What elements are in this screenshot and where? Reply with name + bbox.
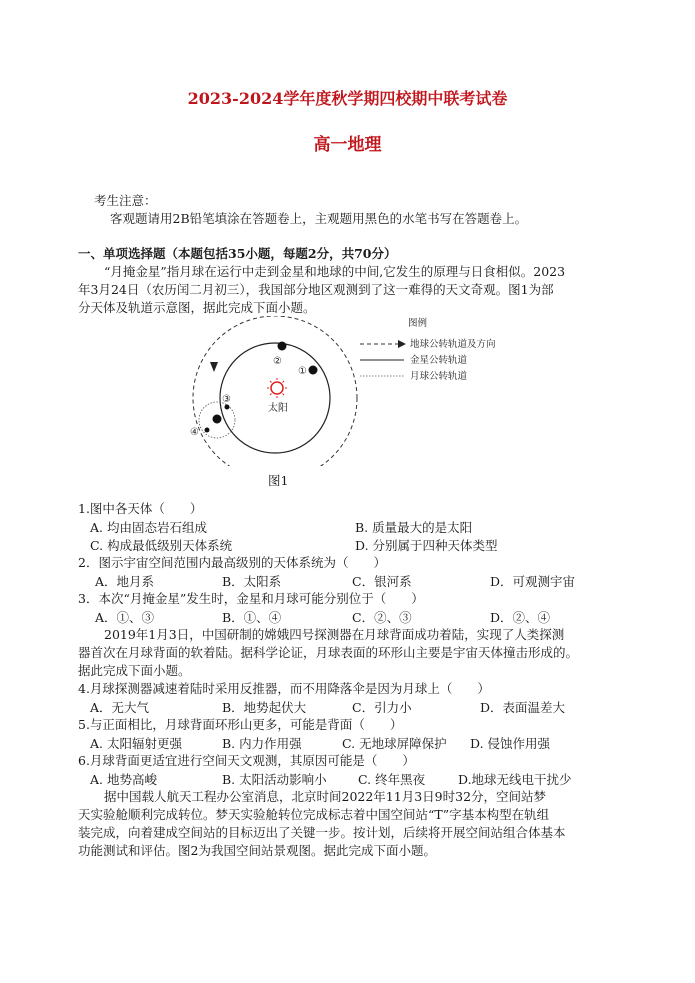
sun-icon <box>267 378 287 398</box>
legend-venus-orbit: 金星公转轨道 <box>410 355 468 366</box>
notice-text: 客观题请用2B铅笔填涂在答题卷上，主观题用黑色的水笔书写在答题卷上。 <box>110 211 528 226</box>
passage3-line1: 据中国载人航天工程办公室消息，北京时间2022年11月3日9时32分，空间站梦 <box>104 789 547 804</box>
marker-2: ② <box>273 356 282 367</box>
earth-orbit <box>193 316 357 466</box>
q2-option-b: B．太阳系 <box>222 574 282 589</box>
q1-option-d: D. 分别属于四种天体类型 <box>355 538 498 553</box>
q3-option-a: A．①、③ <box>95 610 155 625</box>
marker-4: ④ <box>190 427 199 438</box>
legend-earth-orbit: 地球公转轨道及方向 <box>410 339 496 350</box>
sun-label: 太阳 <box>268 403 288 414</box>
q5-option-c: C. 无地球屏障保护 <box>342 736 447 751</box>
exam-title: 2023-2024学年度秋学期四校期中联考试卷 <box>187 89 508 108</box>
q1-option-b: B. 质量最大的是太阳 <box>355 520 473 535</box>
q6-stem: 6.月球背面更适宜进行空间天文观测，其原因可能是（ ） <box>78 753 415 768</box>
subject-title: 高一地理 <box>313 135 382 155</box>
q4-option-a: A．无大气 <box>90 700 150 715</box>
legend-moon-orbit: 月球公转轨道 <box>410 371 468 382</box>
q4-option-d: D．表面温差大 <box>480 700 566 715</box>
q3-option-b: B．①、④ <box>222 610 282 625</box>
marker-1: ① <box>298 366 307 377</box>
passage2-line1: 2019年1月3日，中国研制的嫦娥四号探测器在月球背面成功着陆，实现了人类探测 <box>104 627 565 642</box>
q4-stem: 4.月球探测器减速着陆时采用反推器，而不用降落伞是因为月球上（ ） <box>78 681 490 696</box>
moon-position-3 <box>225 405 230 410</box>
passage3-line2: 天实验舱顺利完成转位。梦天实验舱转位完成标志着中国空间站“T”字基本构型在轨组 <box>78 807 550 822</box>
q5-stem: 5.与正面相比，月球背面环形山更多，可能是背面（ ） <box>78 717 403 732</box>
q5-option-d: D. 侵蚀作用强 <box>470 736 551 751</box>
legend-title: 图例 <box>408 318 428 329</box>
q6-option-d: D.地球无线电干扰少 <box>458 772 572 787</box>
q2-stem: 2．图示宇宙空间范围内最高级别的天体系统为（ ） <box>78 555 386 570</box>
earth <box>213 415 222 424</box>
q2-option-a: A．地月系 <box>95 574 155 589</box>
marker-3: ③ <box>222 394 231 405</box>
passage2-line3: 据此完成下面小题。 <box>78 663 191 678</box>
q5-option-a: A. 太阳辐射更强 <box>90 736 182 751</box>
q2-option-c: C．银河系 <box>352 574 412 589</box>
passage3-line3: 装完成，向着建成空间站的目标迈出了关键一步。按计划，后续将开展空间站组合体基本 <box>78 825 566 840</box>
passage1-line2: 年3月24日（农历闰二月初三），我国部分地区观测到了这一难得的天文奇观。图1为部 <box>78 282 554 297</box>
q2-option-d: D．可观测宇宙 <box>490 574 576 589</box>
notice-heading: 考生注意： <box>94 193 157 208</box>
orbit-direction-arrow <box>210 362 218 372</box>
passage2-line2: 器首次在月球背面的软着陆。据科学论证，月球表面的环形山主要是宇宙天体撞击形成的。 <box>78 645 579 660</box>
q5-option-b: B. 内力作用强 <box>222 736 302 751</box>
moon-position-4 <box>205 428 210 433</box>
q1-option-a: A. 均由固态岩石组成 <box>90 520 207 535</box>
q3-option-d: D．②、④ <box>490 610 551 625</box>
figure1-caption: 图1 <box>268 473 289 488</box>
q1-stem: 1.图中各天体（ ） <box>78 501 203 516</box>
passage1-line1: “月掩金星”指月球在运行中走到金星和地球的中间,它发生的原理与日食相似。2023 <box>104 264 566 279</box>
q4-option-b: B．地势起伏大 <box>222 700 307 715</box>
figure1-diagram <box>180 316 500 466</box>
q3-option-c: C．②、③ <box>352 610 412 625</box>
venus-position-1 <box>309 366 318 375</box>
q6-option-a: A. 地势高峻 <box>90 772 157 787</box>
passage1-line3: 分天体及轨道示意图，据此完成下面小题。 <box>78 300 316 315</box>
q4-option-c: C．引力小 <box>352 700 412 715</box>
q6-option-b: B. 太阳活动影响小 <box>222 772 327 787</box>
q6-option-c: C. 终年黑夜 <box>358 772 426 787</box>
q3-stem: 3．本次“月掩金星”发生时，金星和月球可能分别位于（ ） <box>78 591 424 606</box>
q1-option-c: C. 构成最低级别天体系统 <box>90 538 233 553</box>
passage3-line4: 功能测试和评估。图2为我国空间站景观图。据此完成下面小题。 <box>78 843 436 858</box>
venus-position-2 <box>278 342 287 351</box>
section-heading: 一、单项选择题（本题包括35小题，每题2分，共70分） <box>78 246 397 261</box>
